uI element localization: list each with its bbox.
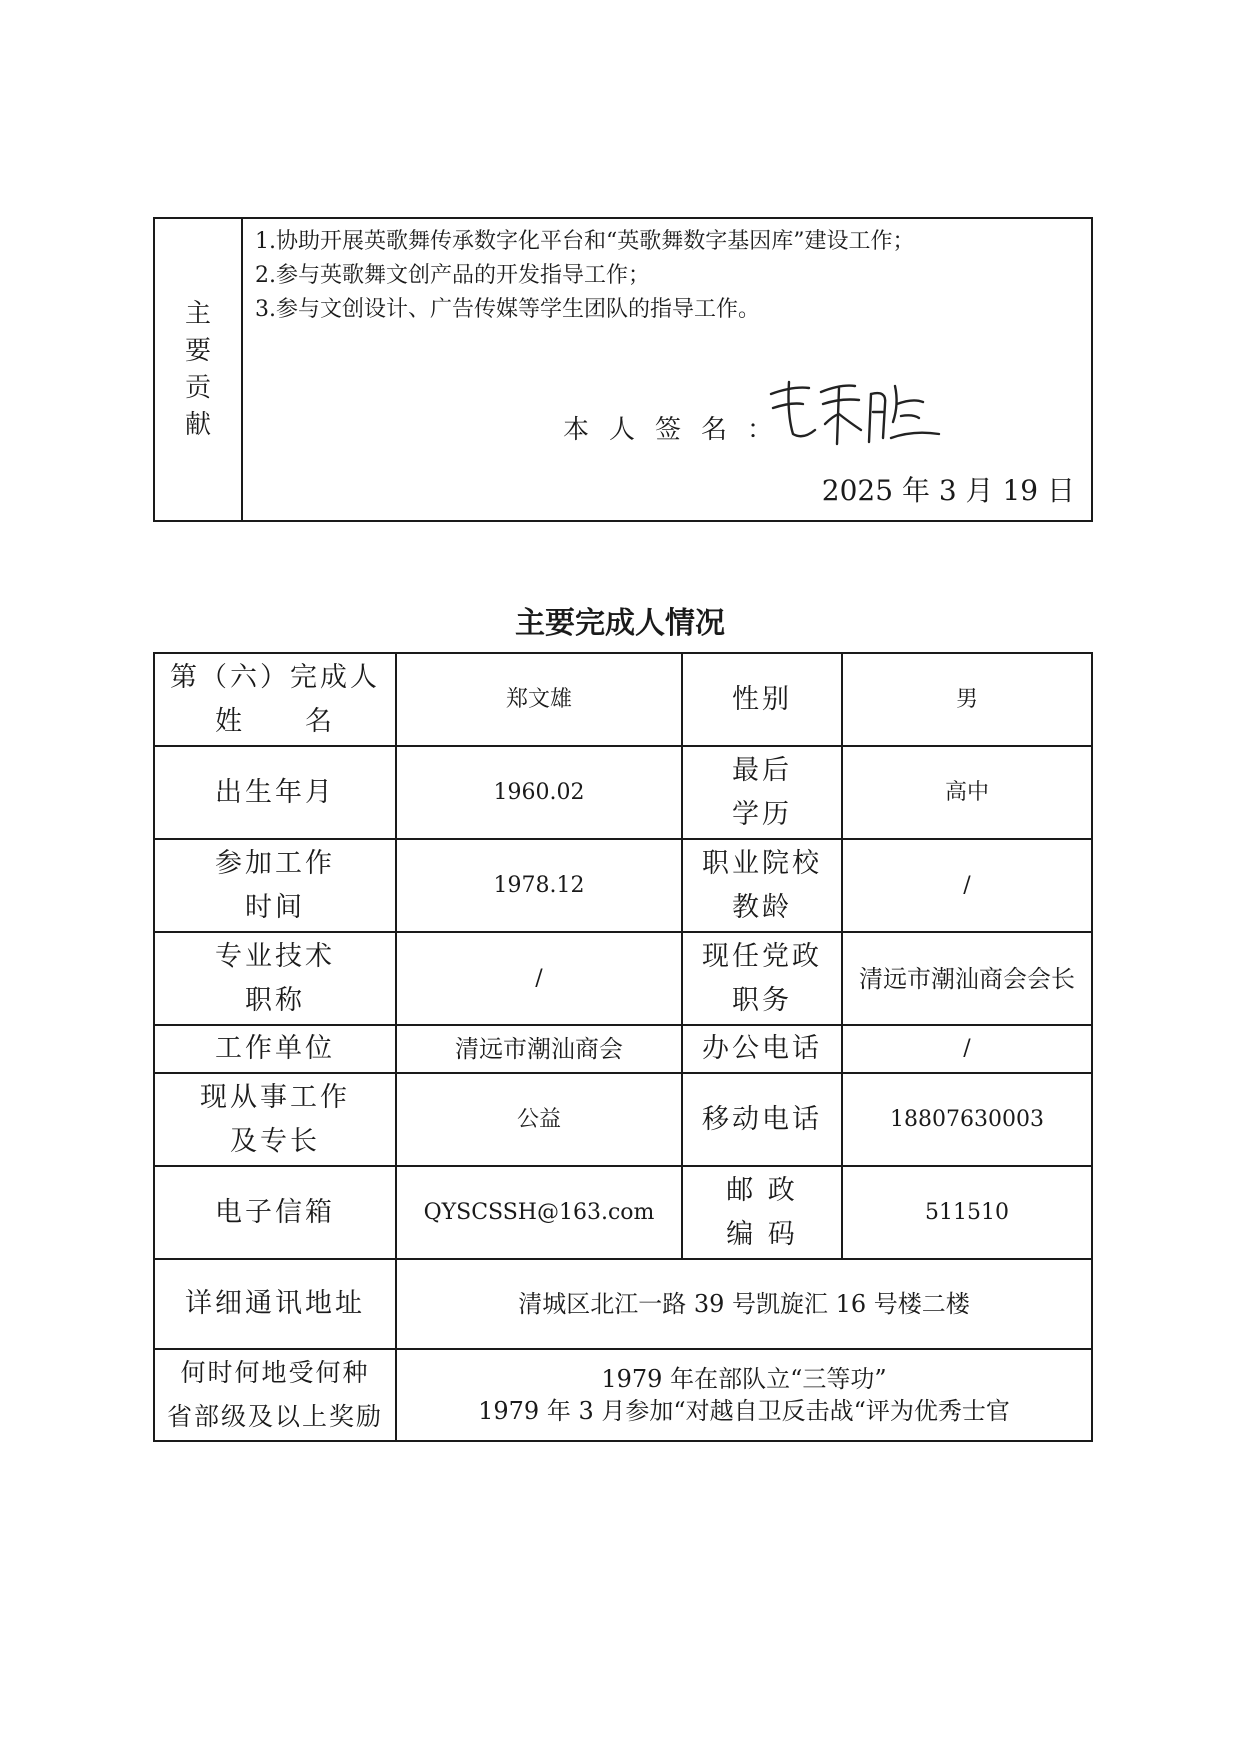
label-line: 何时何地受何种 (180, 1358, 370, 1387)
contribution-label-char: 献 (184, 409, 211, 440)
table-row (154, 1073, 1092, 1166)
awards-value (396, 1349, 1092, 1441)
label-line: 工作单位 (215, 1033, 335, 1064)
signature-label: 本人签名： (563, 415, 794, 445)
email-value: QYSCSSH@163.com (396, 1166, 682, 1259)
title-value: / (396, 932, 682, 1025)
label-line: 现从事工作 (200, 1081, 350, 1113)
label-line: 省部级及以上奖励 (166, 1402, 383, 1431)
row-label (682, 1073, 842, 1166)
contribution-item: 1.协助开展英歌舞传承数字化平台和“英歌舞数字基因库”建设工作； (255, 229, 915, 254)
label-line: 职称 (245, 984, 305, 1016)
row-label (154, 1025, 396, 1073)
contribution-table (153, 217, 1093, 522)
table-row (154, 746, 1092, 839)
employer-value: 清远市潮汕商会 (396, 1025, 682, 1073)
row-label (682, 1025, 842, 1073)
contribution-label (154, 218, 242, 521)
label-line: 学历 (732, 798, 792, 830)
work-start-value: 1978.12 (396, 839, 682, 932)
label-line: 职务 (732, 984, 792, 1016)
education-value: 高中 (842, 746, 1092, 839)
label-line: 参加工作 (215, 847, 335, 879)
row-label (682, 839, 842, 932)
label-line: 性别 (732, 683, 792, 715)
mobile-phone-value: 18807630003 (842, 1073, 1092, 1166)
label-line: 时间 (245, 891, 305, 923)
row-label (154, 746, 396, 839)
label-line: 第（六）完成人 (170, 661, 380, 693)
handwritten-signature (763, 364, 943, 454)
address-value: 清城区北江一路 39 号凯旋汇 16 号楼二楼 (396, 1259, 1092, 1349)
award-item: 1979 年在部队立“三等功” (601, 1365, 887, 1393)
row-label (154, 1073, 396, 1166)
contribution-item: 2.参与英歌舞文创产品的开发指导工作； (255, 263, 650, 288)
address-label: 详细通讯地址 (154, 1259, 396, 1349)
table-row (154, 1259, 1092, 1349)
birth-value: 1960.02 (396, 746, 682, 839)
office-phone-value: / (842, 1025, 1092, 1073)
label-line: 电子信箱 (215, 1196, 335, 1228)
contribution-label-char: 主 (184, 298, 211, 329)
label-line: 职业院校 (702, 847, 822, 879)
label-line: 现任党政 (702, 940, 822, 972)
row-label (154, 839, 396, 932)
contribution-list (243, 219, 1091, 327)
label-line: 编 码 (726, 1218, 798, 1250)
gender-value: 男 (842, 653, 1092, 746)
table-row (154, 839, 1092, 932)
label-line: 移动电话 (702, 1103, 822, 1135)
row-label (682, 653, 842, 746)
position-value: 清远市潮汕商会会长 (842, 932, 1092, 1025)
work-specialty-value: 公益 (396, 1073, 682, 1166)
row-label (154, 932, 396, 1025)
row-label (154, 1166, 396, 1259)
awards-label (154, 1349, 396, 1441)
label-line: 出生年月 (215, 776, 335, 808)
row-label (682, 1166, 842, 1259)
contribution-content (242, 218, 1092, 521)
label-line: 邮 政 (726, 1174, 798, 1206)
name-value: 郑文雄 (396, 653, 682, 746)
table-row (154, 1025, 1092, 1073)
label-line: 专业技术 (215, 940, 335, 972)
person-info-table (153, 652, 1093, 1442)
row-label (682, 746, 842, 839)
signature-date: 2025 年 3 月 19 日 (821, 474, 1075, 507)
table-row (154, 932, 1092, 1025)
label-line: 教龄 (732, 891, 792, 923)
contribution-label-char: 要 (184, 335, 211, 366)
table-row (154, 653, 1092, 746)
label-line: 及专长 (230, 1125, 320, 1157)
teaching-years-value: / (842, 839, 1092, 932)
row-label (682, 932, 842, 1025)
table-row (154, 1349, 1092, 1441)
table-row (154, 1166, 1092, 1259)
award-item: 1979 年 3 月参加“对越自卫反击战“评为优秀士官 (478, 1397, 1010, 1425)
postal-code-value: 511510 (842, 1166, 1092, 1259)
section-title: 主要完成人情况 (515, 606, 725, 641)
label-line: 办公电话 (702, 1033, 822, 1064)
row-label (154, 653, 396, 746)
label-line: 姓 名 (215, 705, 335, 737)
label-line: 最后 (732, 754, 792, 786)
contribution-label-char: 贡 (184, 372, 211, 403)
contribution-item: 3.参与文创设计、广告传媒等学生团队的指导工作。 (255, 297, 760, 322)
